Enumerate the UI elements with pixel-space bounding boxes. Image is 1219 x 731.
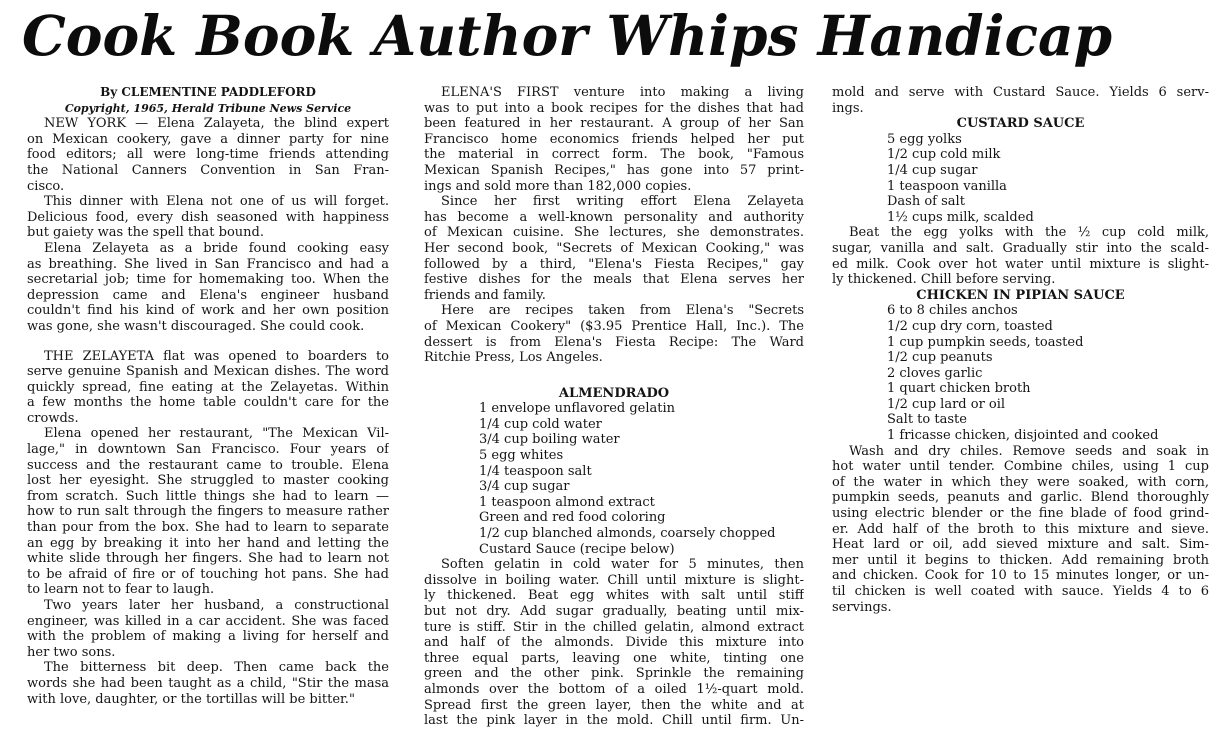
article-column-3 xyxy=(832,85,1209,615)
byline: By CLEMENTINE PADDLEFORD xyxy=(100,85,316,99)
paragraph-line: of Mexican cuisine. She lectures, she demonstrates. xyxy=(424,225,804,241)
paragraph-line: to learn not to fear to laugh. xyxy=(27,582,215,598)
paragraph-line: serve genuine Spanish and Mexican dishes. The word xyxy=(27,364,389,380)
ingredient-line: 2 cloves garlic xyxy=(887,365,983,381)
ingredient-line: 1 teaspoon vanilla xyxy=(887,178,1007,194)
paragraph-line: from scratch. Such little things she had to learn — xyxy=(27,488,389,504)
paragraph-line: success and the restaurant came to trouble. Elena xyxy=(27,457,389,473)
paragraph-line: an egg by breaking it into her hand and letting the xyxy=(27,535,389,551)
paragraph-line: Elena Zelayeta as a bride found cooking easy xyxy=(44,240,389,256)
paragraph-line: was gone, she wasn't discouraged. She could cook. xyxy=(27,318,365,334)
paragraph-line: followed by a third, "Elena's Fiesta Recipes," gay xyxy=(424,256,804,272)
paragraph-line: of Mexican Cookery" ($3.95 Prentice Hall, Inc.). The xyxy=(424,318,804,334)
paragraph-line: of the water in which they were soaked, with corn, xyxy=(832,474,1209,490)
paragraph-line: on Mexican cookery, gave a dinner party for nine xyxy=(27,131,389,147)
paragraph-line: been featured in her restaurant. A group of her San xyxy=(424,116,804,132)
paragraph-line: ings. xyxy=(832,100,864,116)
paragraph-line: Heat lard or oil, add sieved mixture and salt. Sim- xyxy=(832,537,1209,553)
ingredient-line: 1/2 cup dry corn, toasted xyxy=(887,318,1053,334)
paragraph-line: Delicious food, every dish seasoned with happiness xyxy=(27,209,389,225)
paragraph-line: white slide through her fingers. She had to learn not xyxy=(27,551,389,567)
paragraph-line: ture is stiff. Stir in the chilled gelatin, almond extract xyxy=(424,619,804,635)
ingredient-line: 6 to 8 chiles anchos xyxy=(887,303,1018,319)
paragraph-line: servings. xyxy=(832,599,892,615)
paragraph-line: Here are recipes taken from Elena's "Secrets xyxy=(441,303,804,319)
ingredient-line: Dash of salt xyxy=(887,194,965,210)
paragraph-line: ings and sold more than 182,000 copies. xyxy=(424,178,692,194)
paragraph-line: with love, daughter, or the tortillas will be bitter." xyxy=(27,691,355,707)
paragraph-line: and chicken. Cook for 10 to 15 minutes longer, or un- xyxy=(832,568,1209,584)
paragraph-spacer xyxy=(27,335,389,349)
headline: Cook Book Author Whips Handicap xyxy=(22,3,1113,68)
paragraph-line: has become a well-known personality and authority xyxy=(424,209,804,225)
paragraph-line: and half of the almonds. Divide this mixture into xyxy=(424,635,804,651)
paragraph-line: hot water until tender. Combine chiles, using 1 cup xyxy=(832,459,1209,475)
paragraph-line: lost her eyesight. She struggled to master cooking xyxy=(27,473,389,489)
paragraph-line: Ritchie Press, Los Angeles. xyxy=(424,350,603,366)
paragraph-line: but gaiety was the spell that bound. xyxy=(27,225,264,241)
paragraph-line: Two years later her husband, a constructional xyxy=(44,598,389,613)
ingredient-line: 1/2 cup peanuts xyxy=(887,350,993,366)
ingredient-line: 1/2 cup lard or oil xyxy=(887,396,1006,412)
paragraph-line: The bitterness bit deep. Then came back the xyxy=(44,660,389,676)
ingredient-line: 1½ cups milk, scalded xyxy=(887,209,1034,225)
paragraph-line: was to put into a book recipes for the dishes that had xyxy=(424,100,804,116)
ingredient-line: 1 envelope unflavored gelatin xyxy=(479,401,676,417)
paragraph-line: three equal parts, leaving one white, tinting one xyxy=(424,650,804,666)
paragraph-line: ly thickened. Beat egg whites with salt until stiff xyxy=(424,588,804,604)
paragraph-line: words she had been taught as a child, "Stir the masa xyxy=(27,675,389,691)
paragraph-line: crowds. xyxy=(27,410,79,426)
paragraph-line: Her second book, "Secrets of Mexican Cooking," was xyxy=(424,240,804,256)
ingredient-line: 1 teaspoon almond extract xyxy=(479,494,655,510)
ingredient-line: 1/4 cup sugar xyxy=(887,162,978,178)
paragraph-line: quickly spread, fine eating at the Zelayetas. Within xyxy=(27,379,389,395)
section-spacer xyxy=(424,366,804,386)
paragraph-line: This dinner with Elena not one of us will forget. xyxy=(44,194,389,210)
recipe-title-custard-sauce: CUSTARD SAUCE xyxy=(956,116,1085,132)
paragraph-line: sugar, vanilla and salt. Gradually stir into the scald- xyxy=(832,240,1209,256)
copyright-notice: Copyright, 1965, Herald Tribune News Service xyxy=(64,101,352,115)
recipe-title-almendrado: ALMENDRADO xyxy=(558,385,670,401)
paragraph-line: NEW YORK — Elena Zalayeta, the blind expert xyxy=(44,116,389,132)
ingredient-line: 1 cup pumpkin seeds, toasted xyxy=(887,334,1084,350)
ingredient-line: 1/4 teaspoon salt xyxy=(479,463,592,479)
paragraph-line: the National Canners Convention in San Fran- xyxy=(27,162,389,178)
ingredient-line: 1/2 cup blanched almonds, coarsely chopped xyxy=(479,526,776,542)
article-column-1 xyxy=(27,85,389,707)
paragraph-line: to be afraid of fire or of touching hot pans. She had xyxy=(27,566,389,582)
paragraph-line: Wash and dry chiles. Remove seeds and soak in xyxy=(849,443,1209,459)
paragraph-line: cisco. xyxy=(27,178,65,194)
paragraph-line: than pour from the box. She had to learn to separate xyxy=(27,520,389,536)
ingredient-line: 5 egg yolks xyxy=(887,131,962,147)
paragraph-line: festive dishes for the meals that Elena serves her xyxy=(424,272,804,288)
ingredient-line: 3/4 cup boiling water xyxy=(479,432,620,448)
paragraph-line: using electric blender or the fine blade of food grind- xyxy=(832,506,1209,522)
paragraph-line: Spread first the green layer, then the white and at xyxy=(424,697,804,713)
paragraph-line: lage," in downtown San Francisco. Four years of xyxy=(27,442,389,458)
article-column-2 xyxy=(424,85,804,729)
paragraph-line: engineer, was killed in a car accident. She was faced xyxy=(27,613,389,629)
ingredient-line: 1/2 cup cold milk xyxy=(887,147,1001,163)
ingredient-line: 1 quart chicken broth xyxy=(887,381,1031,397)
paragraph-line: green and the other pink. Sprinkle the remaining xyxy=(424,666,804,682)
paragraph-line: couldn't find his kind of work and her own position xyxy=(27,303,389,319)
paragraph-line: dissolve in boiling water. Chill until mixture is slight- xyxy=(424,572,804,588)
paragraph-line: THE ZELAYETA flat was opened to boarders to xyxy=(44,348,389,364)
paragraph-line: but not dry. Add sugar gradually, beating until mix- xyxy=(424,604,804,619)
paragraph-line: depression came and Elena's engineer husband xyxy=(27,287,389,303)
paragraph-line: Beat the egg yolks with the ½ cup cold milk, xyxy=(849,225,1209,241)
paragraph-line: friends and family. xyxy=(424,287,546,303)
paragraph-line: secretarial job; time for homemaking too. When the xyxy=(27,272,389,288)
ingredient-line: Custard Sauce (recipe below) xyxy=(479,541,675,557)
paragraph-line: food editors; all were long-time friends attending xyxy=(27,147,389,163)
paragraph-line: last the pink layer in the mold. Chill until firm. Un- xyxy=(424,713,804,729)
paragraph-line: as breathing. She lived in San Francisco and had a xyxy=(27,256,389,272)
paragraph-line: Francisco home economics friends helped her put xyxy=(424,131,804,147)
ingredient-line: 3/4 cup sugar xyxy=(479,479,570,495)
ingredient-line: Salt to taste xyxy=(887,412,967,428)
paragraph-line: mer until it begins to thicken. Add remaining broth xyxy=(832,552,1209,568)
paragraph-line: til chicken is well coated with sauce. Yields 4 to 6 xyxy=(832,584,1209,599)
ingredient-line: 1/4 cup cold water xyxy=(479,416,602,432)
paragraph-line: Elena opened her restaurant, "The Mexican Vil- xyxy=(44,426,389,442)
paragraph-line: her two sons. xyxy=(27,644,116,660)
recipe-title-chicken-pipian: CHICKEN IN PIPIAN SAUCE xyxy=(916,287,1125,303)
paragraph-line: mold and serve with Custard Sauce. Yields 6 serv- xyxy=(832,85,1209,100)
paragraph-line: pumpkin seeds, peanuts and garlic. Blend thoroughly xyxy=(832,490,1209,506)
paragraph-line: how to run salt through the fingers to measure rather xyxy=(27,504,389,520)
paragraph-line: a few months the home table couldn't care for the xyxy=(27,395,389,411)
paragraph-line: er. Add half of the broth to this mixture and sieve. xyxy=(832,521,1209,537)
paragraph-line: with the problem of making a living for herself and xyxy=(27,629,389,645)
ingredient-line: 1 fricasse chicken, disjointed and cooked xyxy=(887,428,1159,444)
paragraph-line: Soften gelatin in cold water for 5 minutes, then xyxy=(441,557,804,573)
ingredient-line: 5 egg whites xyxy=(479,448,564,464)
paragraph-line: Since her first writing effort Elena Zelayeta xyxy=(441,194,804,210)
paragraph-line: ELENA'S FIRST venture into making a living xyxy=(441,85,804,100)
paragraph-line: dessert is from Elena's Fiesta Recipe: The Ward xyxy=(424,334,804,350)
paragraph-line: ly thickened. Chill before serving. xyxy=(832,272,1056,288)
paragraph-line: almonds over the bottom of a oiled 1½-quart mold. xyxy=(424,681,804,697)
paragraph-line: Mexican Spanish Recipes," has gone into 57 print- xyxy=(424,162,804,178)
paragraph-line: the material in correct form. The book, "Famous xyxy=(424,147,804,163)
ingredient-line: Green and red food coloring xyxy=(479,510,666,526)
paragraph-line: ed milk. Cook over hot water until mixture is slight- xyxy=(832,256,1209,272)
